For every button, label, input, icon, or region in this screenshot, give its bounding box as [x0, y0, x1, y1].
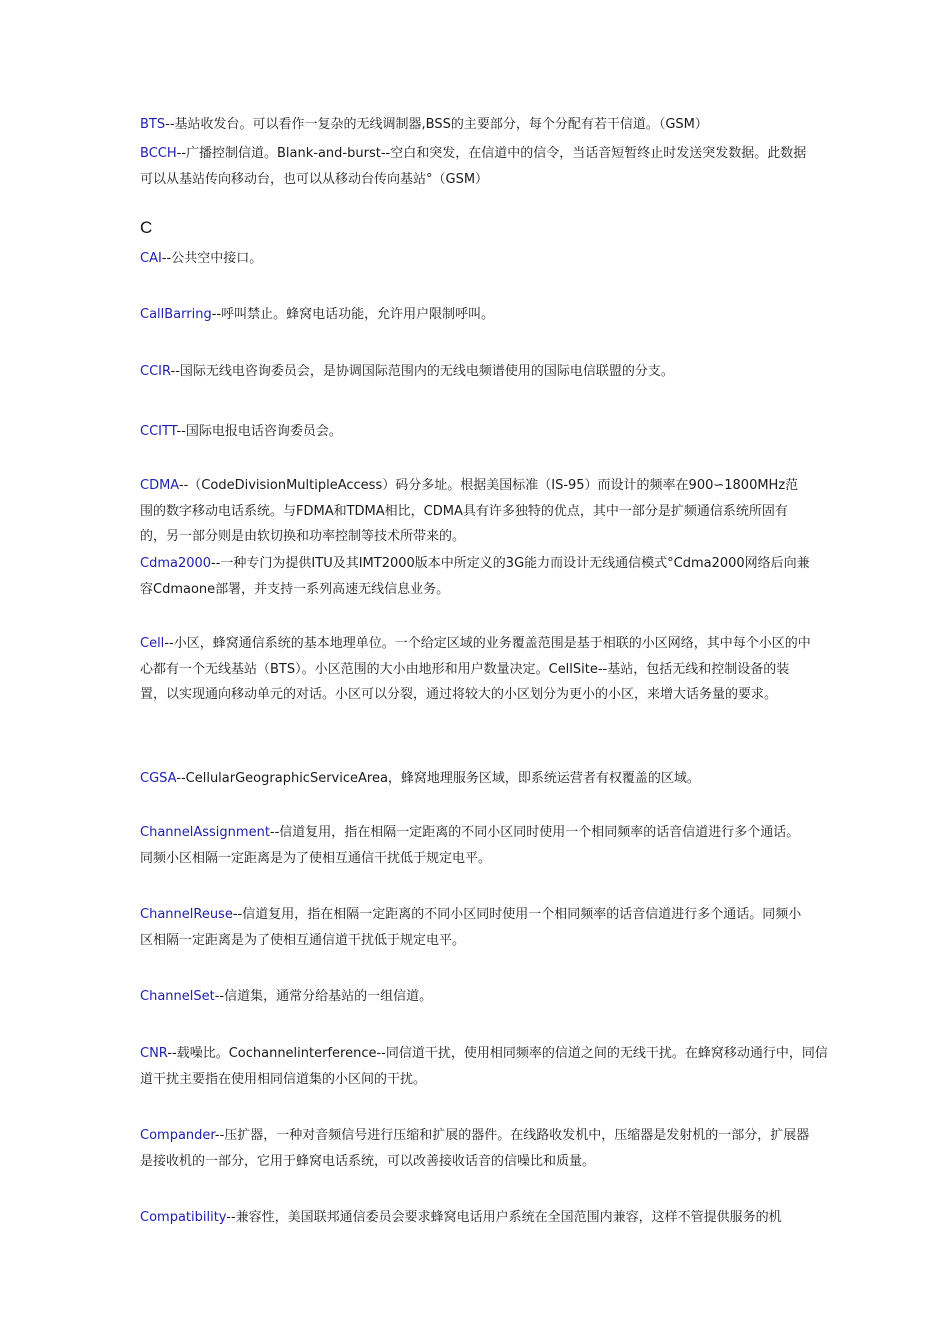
term-definition: --广播控制信道。Blank-and-burst--空白和突发，在信道中的信令，当话音短暂终止时发送突发数据。此数据可以从基站传向移动台，也可以从移动台传向基站°（GSM） [140, 146, 807, 187]
term-definition: --兼容性，美国联邦通信委员会要求蜂窝电话用户系统在全国范围内兼容，这样不管提供服务的机 [226, 1210, 782, 1225]
term-definition: --小区，蜂窝通信系统的基本地理单位。一个给定区域的业务覆盖范围是基于相联的小区网络，其中每个小区的中心都有一个无线基站（BTS）。小区范围的大小由地形和用户数量决定。CellSite--基站，包括无线和控制设备的装置，以实现通向移动单元的对话。小区可以分裂，通过将较大的小区划分为更小的小区，来增大话务量的要求。 [140, 636, 811, 702]
term-link[interactable]: CGSA [140, 771, 177, 786]
glossary-entry-bcch [140, 141, 816, 192]
term-link[interactable]: Compander [140, 1128, 215, 1143]
term-link[interactable]: BTS [140, 117, 166, 132]
term-link[interactable]: ChannelReuse [140, 907, 233, 922]
term-definition: --信道复用，指在相隔一定距离的不同小区同时使用一个相同频率的话音信道进行多个通话。同频小区相隔一定距离是为了使相互通信干扰低于规定电平。 [140, 825, 800, 866]
section-letter-heading: C [140, 218, 153, 237]
term-definition: --信道复用，指在相隔一定距离的不同小区同时使用一个相同频率的话音信道进行多个通话。同频小区相隔一定距离是为了使相互通信道干扰低于规定电平。 [140, 907, 802, 948]
term-definition: --国际电报电话咨询委员会。 [176, 424, 342, 439]
term-link[interactable]: Compatibility [140, 1210, 227, 1225]
glossary-entry-channelset [140, 984, 820, 1010]
glossary-entry-cdma [140, 473, 806, 550]
term-definition: --信道集，通常分给基站的一组信道。 [214, 989, 433, 1004]
term-link[interactable]: CallBarring [140, 307, 212, 322]
glossary-entry-ccir [140, 359, 820, 385]
term-link[interactable]: CDMA [140, 478, 179, 493]
glossary-entry-compander [140, 1123, 810, 1174]
term-definition: --公共空中接口。 [161, 251, 263, 266]
term-definition: --（CodeDivisionMultipleAccess）码分多址。根据美国标准（IS-95）而设计的频率在900∽1800MHz范围的数字移动电话系统。与FDMA和TDMA相比，CDMA具有许多独特的优点，其中一部分是扩频通信系统所固有的，另一部分则是由软切换和功率控制等技术所带来的。 [140, 478, 799, 544]
term-definition: --压扩器，一种对音频信号进行压缩和扩展的器件。在线路收发机中，压缩器是发射机的一部分，扩展器是接收机的一部分，它用于蜂窝电话系统，可以改善接收话音的信噪比和质量。 [140, 1128, 810, 1169]
term-link[interactable]: CCITT [140, 424, 177, 439]
term-definition: --载噪比。Cochannelinterference--同信道干扰，使用相同频率的信道之间的无线干扰。在蜂窝移动通行中，同信道干扰主要指在使用相同信道集的小区间的干扰。 [140, 1046, 828, 1087]
glossary-entry-cai [140, 246, 820, 272]
term-definition: --呼叫禁止。蜂窝电话功能，允许用户限制呼叫。 [211, 307, 495, 322]
glossary-entry-bts [140, 112, 820, 138]
term-link[interactable]: CNR [140, 1046, 168, 1061]
glossary-entry-cgsa [140, 766, 820, 792]
glossary-entry-channelassignment [140, 820, 802, 871]
term-definition: --国际无线电咨询委员会，是协调国际范围内的无线电频谱使用的国际电信联盟的分支。 [170, 364, 674, 379]
term-link[interactable]: Cdma2000 [140, 556, 212, 571]
glossary-entry-callbarring [140, 302, 820, 328]
term-link[interactable]: Cell [140, 636, 165, 651]
glossary-entry-cnr [140, 1041, 832, 1092]
term-definition: --基站收发台。可以看作一复杂的无线调制器,BSS的主要部分，每个分配有若干信道。（GSM） [165, 117, 708, 132]
glossary-entry-cdma2000 [140, 551, 810, 602]
term-link[interactable]: CAI [140, 251, 162, 266]
term-definition: --一种专门为提供ITU及其IMT2000版本中所定义的3G能力而设计无线通信模式°Cdma2000网络后向兼容Cdmaone部署，并支持一系列高速无线信息业务。 [140, 556, 810, 597]
term-link[interactable]: ChannelAssignment [140, 825, 270, 840]
glossary-entry-ccitt [140, 419, 820, 445]
term-definition: --CellularGeographicServiceArea，蜂窝地理服务区域，即系统运营者有权覆盖的区域。 [176, 771, 700, 786]
term-link[interactable]: CCIR [140, 364, 171, 379]
glossary-entry-channelreuse [140, 902, 812, 953]
term-link[interactable]: ChannelSet [140, 989, 215, 1004]
glossary-entry-cell [140, 631, 812, 708]
term-link[interactable]: BCCH [140, 146, 177, 161]
glossary-entry-compatibility [140, 1205, 820, 1231]
